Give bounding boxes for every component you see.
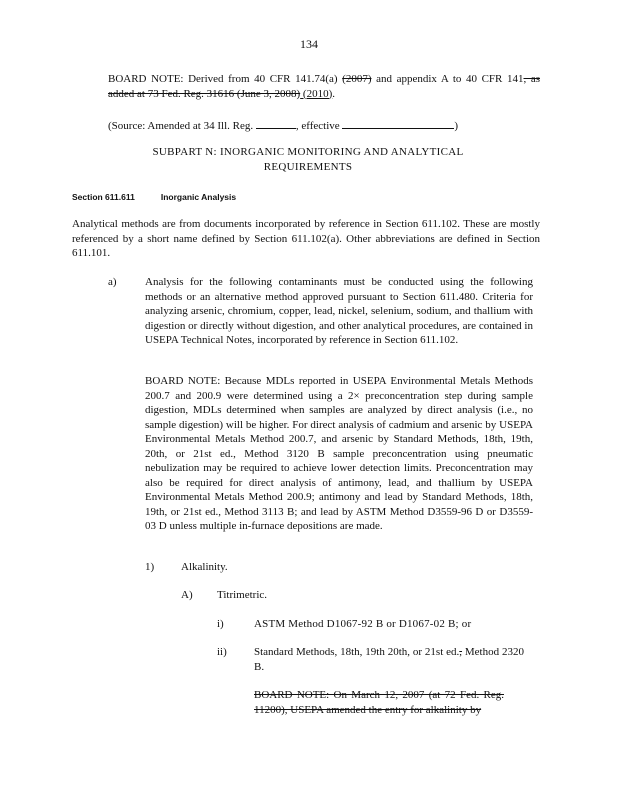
item-ii-text-1: Standard Methods, 18th, 19th 20th, or 21st ed. — [254, 646, 460, 658]
board-note-derived-end: . — [332, 87, 335, 100]
intro-paragraph: Analytical methods are from documents incorporated by reference in Section 611.102. These are mostly referenced by a short name defined by Section 611.102(a). Other abbreviations are defined in Section 611.101. — [72, 218, 540, 259]
item-a-text: Analysis for the following contaminants must be conducted using the following methods or an alternative method approved pursuant to Section 611.480. Criteria for analyzing arsenic, chromium, copper, lead, nickel, selenium, sodium, and thallium with digestion or directly without digestion, and other analytical procedures, are contained in USEPA Technical Notes, incorporated by reference in Section 611.102. — [145, 276, 533, 346]
item-i-text: ASTM Method D1067-92 B or D1067-02 B; or — [254, 618, 472, 630]
source-blank-reg — [256, 117, 296, 129]
item-ii-struck: , — [459, 646, 463, 658]
source-prefix: (Source: Amended at 34 Ill. Reg. — [108, 120, 254, 132]
item-i-label: i) — [217, 618, 224, 630]
item-1-label: 1) — [145, 561, 155, 573]
board-note-derived — [108, 72, 540, 101]
source-suffix: ) — [454, 120, 459, 132]
subpart-heading-line2: REQUIREMENTS — [263, 160, 353, 173]
item-A-label: A) — [181, 589, 193, 601]
section-heading — [72, 190, 372, 205]
item-ii-text-2: Method 2320 B. — [254, 646, 524, 673]
subpart-heading-line1: SUBPART N: INORGANIC MONITORING AND ANALYTICAL — [152, 146, 464, 158]
struck-fed-reg: , as added at 73 Fed. Reg. 31616 (June 3, 2008) — [108, 73, 540, 100]
struck-board-note: BOARD NOTE: On March 12, 2007 (at 72 Fed. Reg. 11200), USEPA amended the entry for alkalinity by — [254, 689, 504, 716]
item-ii-text — [254, 645, 524, 674]
board-note-mdl: BOARD NOTE: Because MDLs reported in USEPA Environmental Metals Methods 200.7 and 200.9 were determined using a 2× preconcentration step during sample digestion, MDLs determined when samples are analyzed by direct analysis (i.e., no sample digestion) will be higher. For direct analysis of cadmium and arsenic by USEPA Environmental Metals Method 200.7, and arsenic by Standard Methods, 18th, 19th, 20th, or 21st ed., Method 3120 B sample preconcentration using pneumatic nebulization may be required to achieve lower detection limits. Preconcentration may also be required for direct analysis of antimony, lead, and thallium by USEPA Environmental Metals Method 200.9; antimony and lead by Standard Methods, 18th, 19th, or 21st ed., Method 3113 B; and lead by ASTM Method D3559-96 D or D3559-03 D unless multiple in-furnace depositions are made. — [145, 375, 533, 532]
item-ii-label: ii) — [217, 646, 227, 658]
section-number: Section 611.611 — [72, 192, 135, 202]
item-a-label: a) — [108, 276, 117, 288]
inserted-year: (2010) — [300, 87, 333, 100]
subpart-heading — [108, 145, 508, 174]
item-A-text: Titrimetric. — [217, 589, 268, 601]
source-middle: , effective — [295, 120, 340, 132]
source-blank-effective — [342, 117, 454, 129]
source-line — [108, 117, 548, 134]
item-1-text: Alkalinity. — [181, 561, 228, 573]
page-number: 134 — [300, 37, 318, 51]
board-note-derived-mid: and appendix A to 40 CFR 141 — [371, 73, 524, 85]
struck-year: (2007) — [342, 73, 372, 85]
board-note-derived-prefix: BOARD NOTE: Derived from 40 CFR 141.74(a) — [108, 73, 343, 85]
section-title: Inorganic Analysis — [160, 192, 237, 202]
